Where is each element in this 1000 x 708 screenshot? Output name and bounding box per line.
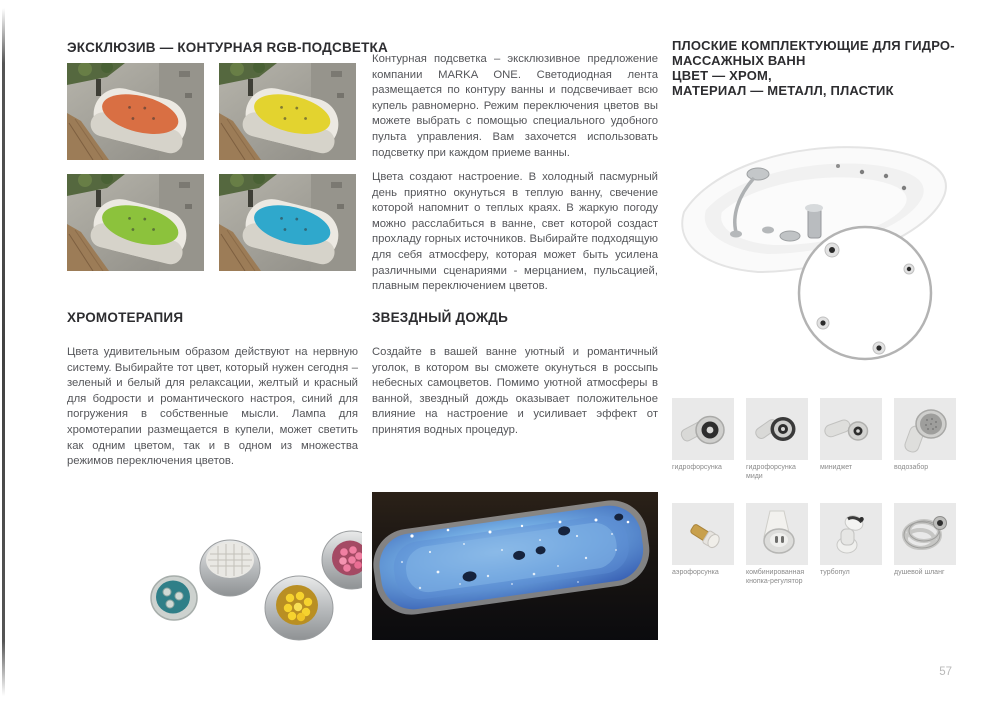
rgb-section-title: ЭКСКЛЮЗИВ — КОНТУРНАЯ RGB-ПОДСВЕТКА (67, 40, 388, 55)
star-section-title: ЗВЕЗДНЫЙ ДОЖДЬ (372, 310, 508, 325)
photo-starry-rain-bathtub (372, 492, 658, 640)
star-paragraph: Создайте в вашей ванне уютный и романтичный уголок, в котором вы сможете окунуться в россыпь небесных самоцветов. Помимо уютной атмосферы в ванной, звездный дождь оказывает положительное влияние на настроение и усиливает эффект от принятия водных процедур. (372, 346, 658, 436)
product-card-turbopool (820, 503, 882, 608)
photo-bathtub-orange (67, 63, 204, 160)
rgb-tub-photo-grid (67, 63, 356, 271)
product-card-airjet (672, 503, 734, 608)
flush-jet-icon (817, 317, 829, 329)
product-card-shower-hose (894, 503, 956, 608)
flush-jet-icon (873, 342, 885, 354)
product-label: гидрофорсунка (672, 464, 722, 471)
chromo-paragraph: Цвета удивительным образом действуют на нервную систему. Выбирайте тот цвет, который нужен сегодня – зеленый и белый для релаксации, желтый и красный для бодрости и романтического настроя, синий для погружения в собственные мысли. Лампа для хромотерапии размещается в купели, может светить как одним цветом, так и в одном из множества режимов переключения цветов. (67, 346, 358, 468)
photo-bathtub-jet-closeup (672, 112, 965, 390)
photo-bathtub-cyan (219, 174, 356, 271)
product-thumb (894, 398, 956, 460)
rgb-paragraph-2: Цвета создают настроение. В холодный пасмурный день приятно окунуться в теплую ванну, свечение которой напомнит о теплых краях. В жаркую погоду можно расслабиться в ванне, свет которой создаст прохладу горных источников. Выбирайте подходящую для себя атмосферу, которая может быть усилена различными сценариями - мерцанием, пульсацией, плавным переключением цветов. (372, 171, 658, 293)
product-label: турбопул (820, 569, 850, 576)
flat-section-title (672, 38, 955, 98)
product-label: гидрофорсунка миди (746, 464, 796, 480)
product-label: душевой шланг (894, 569, 945, 576)
rgb-paragraph-1: Контурная подсветка – эксклюзивное предложение компании MARKA ONE. Светодиодная лента размещается по контуру ванны и подсвечивает всю купель равномерно. Режим переключения цветов вы можете выбрать с помощью специального удобного пульта управления. Вам захочется использовать подсветку при каждом приеме ванны. (372, 53, 658, 159)
flush-jet-icon (825, 243, 839, 257)
product-thumb (672, 398, 734, 460)
flat-components-grid (672, 398, 956, 608)
product-card-combo-button (746, 503, 808, 608)
flat-title-line-3: ЦВЕТ — ХРОМ, (672, 68, 772, 83)
photo-chromotherapy-lamps (62, 508, 362, 670)
product-card-minijet (820, 398, 882, 503)
photo-bathtub-green (67, 174, 204, 271)
flat-title-line-4: МАТЕРИАЛ — МЕТАЛЛ, ПЛАСТИК (672, 83, 894, 98)
product-thumb (820, 503, 882, 565)
photo-bathtub-yellow (219, 63, 356, 160)
product-thumb (746, 398, 808, 460)
jet-zoom-callout (799, 227, 931, 359)
page-spine-shadow (2, 8, 5, 696)
product-thumb (894, 503, 956, 565)
product-card-hydrojet (672, 398, 734, 503)
product-thumb (820, 398, 882, 460)
product-card-hydrojet-midi (746, 398, 808, 503)
page-number: 57 (939, 666, 952, 678)
flush-jet-icon (904, 264, 914, 274)
product-label: миниджет (820, 464, 853, 471)
chrome-mesh-lamp-icon (200, 540, 260, 596)
product-thumb (746, 503, 808, 565)
chromo-section-title: ХРОМОТЕРАПИЯ (67, 310, 184, 325)
product-label: водозабор (894, 464, 929, 471)
flat-title-line-1: ПЛОСКИЕ КОМПЛЕКТУЮЩИЕ ДЛЯ ГИДРО- (672, 38, 955, 53)
product-label: аэрофорсунка (672, 569, 719, 576)
product-thumb (672, 503, 734, 565)
product-label: комбинированная кнопка-регулятор (746, 569, 805, 585)
yellow-led-lamp-icon (265, 576, 333, 640)
product-card-water-intake (894, 398, 956, 503)
flat-title-line-2: МАССАЖНЫХ ВАНН (672, 53, 806, 68)
teal-lamp-icon (151, 576, 197, 620)
